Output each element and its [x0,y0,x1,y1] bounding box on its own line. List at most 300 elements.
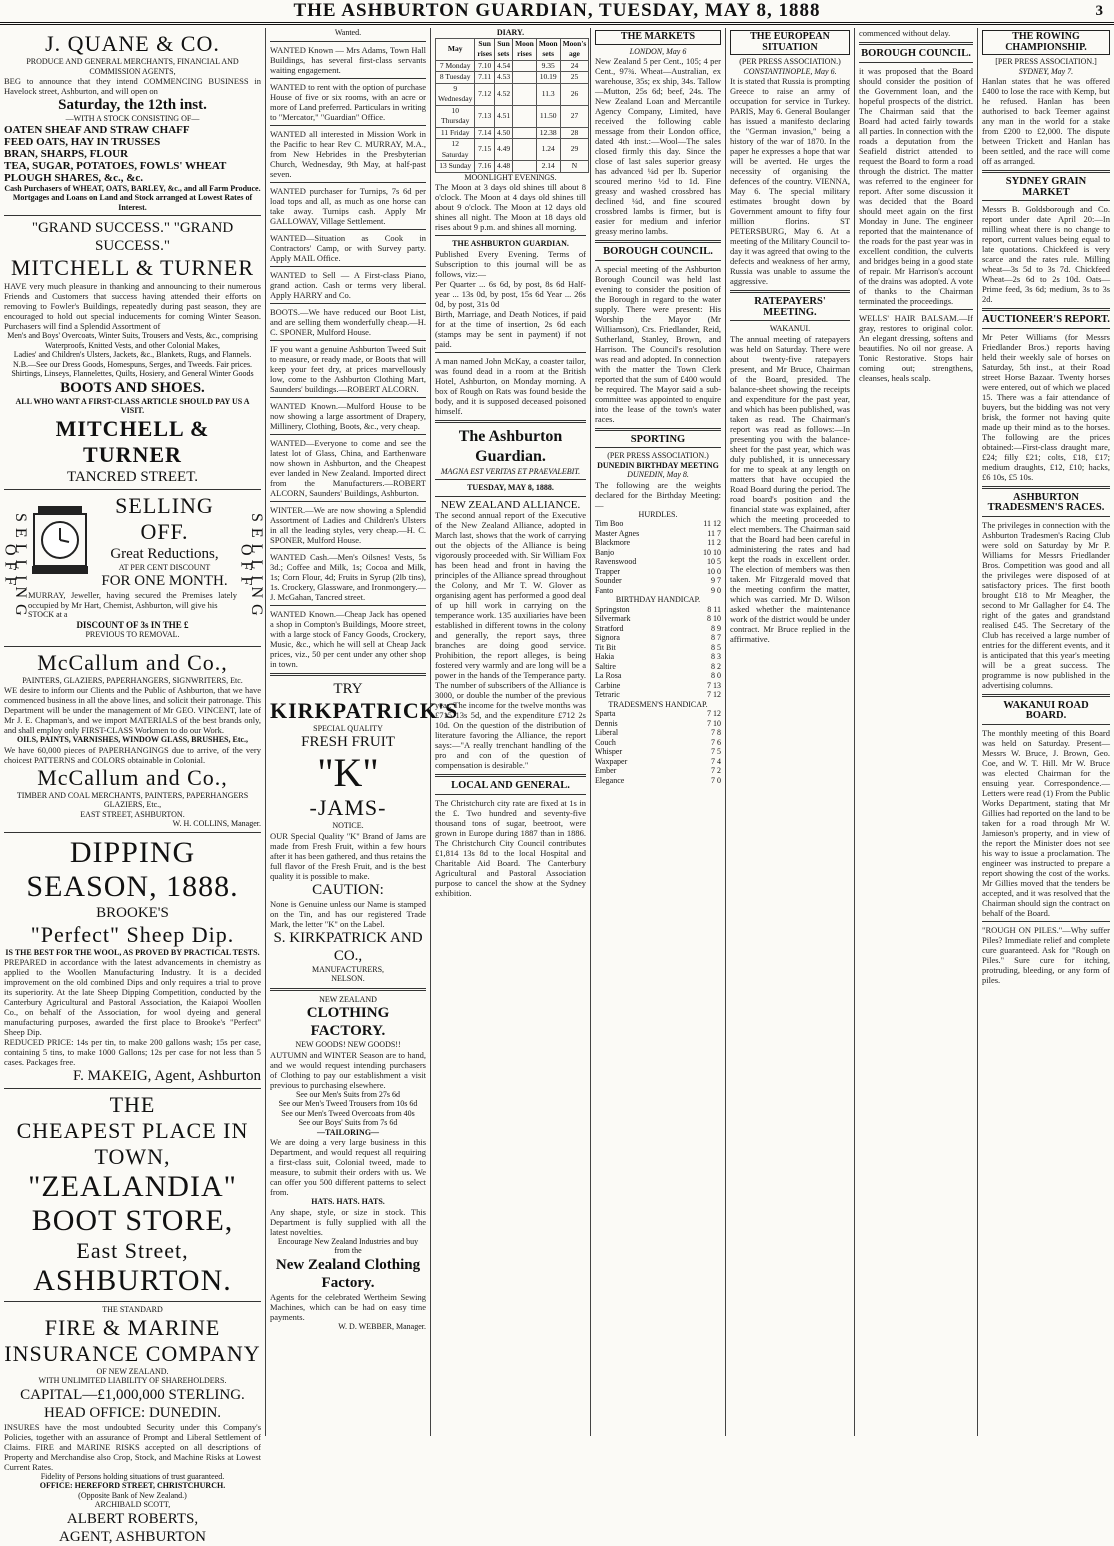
diary-cell [513,105,537,127]
divider [435,420,586,423]
new-goods: NEW GOODS! NEW GOODS!! [295,1040,401,1049]
quane-stock-item: BRAN, SHARPS, FLOUR [4,147,129,160]
wanted-ad: WANTED—Everyone to come and see the latest lot of Glass, China, and Earthenware now shown in Ashburton, and the Cheapest ever landed in New Zealand. Imported direct from the Manufacturers.—ROBERT ALCORN, Saunders' Buildings, Ashburton. [270,437,426,498]
grand-success-banner: "GRAND SUCCESS." "GRAND SUCCESS." [31,220,234,254]
hats-body: Any shape, style, or size in stock. This Department is fully supplied with all the latest novelties. [270,1206,426,1237]
european-sub: (PER PRESS ASSOCIATION.) [739,57,841,66]
council-body: A special meeting of the Ashburton Borough Council was held last evening to consider the position of the Borough in regard to the water supply. There were present: His Worship the Mayor (Mr Williamson), Crs. Friedlander, Reid, Sutherland, Stanley, Brown, and Harrison. The Council's resolution was read and adopted. In connection with the matter the Town Clerk reported that the sum of £400 would be required. The Mayor said a sub-committee was appointed to enquire into the lease of the town's water races. [595,263,721,424]
caution-body: None is Genuine unless our Name is stamped on the Tin, and has our registered Trade Mark, the letter "K" on the Label. [270,898,426,929]
divider [982,308,1110,311]
divider [4,1088,261,1089]
opposite-bank: (Opposite Bank of New Zealand.) [78,1490,187,1500]
diary-cell: 4.52 [494,83,512,105]
divider [270,397,426,398]
cheapest-place: CHEAPEST PLACE IN TOWN, [16,1118,249,1169]
divider [730,290,850,293]
horse-weight: 7 10 [707,718,721,728]
guardian-motto: MAGNA EST VERITAS ET PRAEVALEBIT. [440,466,581,476]
issue-date: TUESDAY, MAY 8, 1888. [467,483,554,492]
fresh-fruit: FRESH FRUIT [301,734,395,750]
diary-cell: 2.14 [536,161,560,173]
council2-header: BOROUGH COUNCIL. [859,49,973,63]
horse-weight: 7 0 [711,775,721,785]
wanted-ad: WINTER.—We are now showing a Splendid Assortment of Ladies and Children's Ulsters in all the leading styles, very cheap.—H. C. SPONER, Mulford House. [270,504,426,545]
divider [859,42,973,45]
horse-weight: 8 0 [711,671,721,680]
markets-body: New Zealand 5 per Cent., 105; 4 per Cent., 97¾. Wheat—Australian, ex warehouse, 35s; ex ship, 34s. Tallow—Mutton, 25s 6d; beef, 24s. The New Zealand Loan and Mercantile Agency Company, Limited, have received the following cable message from their London office, dated 4th inst.:—Wool—The sales closed firmly this day. Since the close of last sales superior greasy has advanced ¼d per lb. Superior scoured merino ½d to 1d. Fine greasy and washed crossbred has declined ¼d, and fine scoured crossbred lambs is firmer, but is easier for medium and inferior greasy merino lambs. [595,56,721,236]
markets-dateline: LONDON, May 6 [629,46,687,56]
previous-removal: PREVIOUS TO REMOVAL. [85,630,180,639]
diary-cell: N [560,161,589,173]
diary-cell: 12 Saturday [436,139,475,161]
diary-cell: 4.53 [494,72,512,84]
nz-clothing-factory: New Zealand Clothing Factory. [275,1256,421,1291]
hair-balsam-ad: WELLS' HAIR BALSAM.—If gray, restores to original color. An elegant dressing, softens and beautifies. No oil nor grease. A Tonic Restorative. Stops hair coming out; strengthens, cleanses, heals scalp. [859,312,973,383]
diary-cell [513,161,537,173]
ratepayers-header: RATEPAYERS' MEETING. [730,297,850,321]
mccallum-manager: W. H. COLLINS, Manager. [172,819,261,828]
dip-agent: F. MAKEIG, Agent, Ashburton [73,1068,261,1084]
horse-name: Tit Bit [595,642,616,652]
diary-cell: 9.35 [536,60,560,72]
weight-row [595,519,721,529]
sporting-header: SPORTING [595,435,721,449]
quane-stock-item: PLOUGH SHARES, &c., &c. [4,171,144,184]
head-office: HEAD OFFICE: DUNEDIN. [43,1404,222,1421]
horse-name: Ember [595,766,617,775]
hurdles-weights [595,519,721,595]
tailoring-body: We are doing a very large business in this Department, and would request all requiring a first-class suit, Colonial tweed, made to measure, to submit their orders with us. We can offer you 500 different patterns to select from. [270,1137,426,1197]
diary-cell: 10 Thursday [436,105,475,127]
quane-name: J. QUANE & CO. [45,31,220,56]
wakanui-body: The monthly meeting of this Board was held on Saturday. Present—Messrs W. Bruce, J. Brown, Geo. Coe, and W. T. Hill. Mr W. Bruce was elected Chairman for the ensuing year. Correspondence.—Letters were read (1) From the Public Works Department, stating that Mr Gillies had reported on the land to be taken for a road through Mr W. Jamieson's property, and in view of the report the Minister does not see his way to issue a proclamation. The engineer was instructed to prepare a report showing the cost of the works. Mr Gillies moved that the tenders be accepted, and it was resolved that the Chairman should sign the contract on behalf of the Board. [982,727,1110,918]
horse-weight: 11 12 [703,519,721,528]
diary-row [436,127,589,139]
selling-off-title: SELLING OFF. [115,492,214,544]
horse-weight: 11 7 [707,528,721,538]
diary-col-header: Sun sets [494,38,512,60]
kirkpatrick-name: KIRKPATRICK'S [270,697,459,723]
council-header: BOROUGH COUNCIL. [595,247,721,261]
auctioneer-body: Mr Peter Williams (for Messrs Friedlander Bros.) reports having held their weekly sale of horses on Saturday, 5th inst., at their Road street Horse Bazaar. Twenty horses were entered, out of which we placed 15. There was a fair attendance of buyers, but the bidding was not very brisk, the former not having quite made up their mind as to the horses. The following are the prices obtained:—First-class draught mare, £24; filly £21; colts, £18, £17; medium draughts, £12, £10; hacks, £6 10s, £5 10s. [982,331,1110,482]
wakanui-header: WAKANUI ROAD BOARD. [982,701,1110,725]
discount-3s: DISCOUNT OF 3s IN THE £ [76,619,189,630]
diary-cell [513,72,537,84]
clothing-line: See our Men's Suits from 27s 6d [295,1089,401,1099]
weight-row [595,624,721,634]
horse-name: Blackmore [595,538,631,547]
divider [982,921,1110,922]
divider [270,673,426,676]
notices-body: Birth, Marriage, and Death Notices, if paid for at the time of insertion, 2s 6d each (stamps may be sent in payment) if not paid. [435,308,586,349]
zealandia-boot-store: "ZEALANDIA" BOOT STORE, [28,1170,237,1237]
horse-name: Ravenswood [595,557,637,566]
wanted-ad: WANTED Known.—Mulford House to be now showing a large assortment of Drapery, Millinery, Clothing, Boots, &c., very cheap. [270,400,426,431]
dunedin-header: DUNEDIN BIRTHDAY MEETING [597,460,719,470]
mccallum-address: EAST STREET, ASHBURTON. [80,809,185,819]
mccallum-oils: OILS, PAINTS, VARNISHES, WINDOW GLASS, BRUSHES, Etc., [16,735,249,744]
horse-name: Tetraric [595,690,620,699]
clothing-line: See our Men's Tweed Trousers from 10s 6d [278,1099,418,1108]
divider [270,501,426,502]
horse-weight: 8 2 [711,661,721,671]
horse-name: Elegance [595,775,625,785]
weight-row [595,709,721,719]
clothing-factory-ad [270,995,426,1332]
diary-cell: 24 [560,60,589,72]
of-new-zealand: OF NEW ZEALAND. [96,1366,169,1376]
diary-col-header: May [436,38,475,60]
diary-cell: 26 [560,83,589,105]
horse-name: Whisper [595,747,623,756]
horse-weight: 7 13 [707,680,721,690]
dipping-season: DIPPING SEASON, 1888. [26,835,239,903]
tancred-street: TANCRED STREET. [66,468,198,485]
diary-row [436,72,589,84]
weight-row [595,557,721,567]
fidelity: Fidelity of Persons holding situations of trust guaranteed. [40,1471,225,1481]
tradesmen-header: TRADESMEN'S HANDICAP. [608,699,708,709]
try-label: TRY [333,680,363,697]
divider [270,434,426,435]
weight-row [595,633,721,643]
nelson: NELSON. [331,974,365,983]
mccallum-sub: PAINTERS, GLAZIERS, PAPERHANGERS, SIGNWRITERS, Etc. [22,675,243,685]
weight-row [595,766,721,776]
zealandia-boot-store-ad [4,1092,261,1298]
horse-weight: 10 5 [707,557,721,566]
standard-fire-insurance-ad [4,1305,261,1546]
horse-weight: 8 5 [711,642,721,652]
brookes: BROOKE'S [96,904,169,921]
diary-cell: 29 [560,139,589,161]
murray-jeweller-ad [1,492,265,643]
quane-ad [4,31,261,212]
stock-at: STOCK at a [28,610,68,619]
weight-row [595,671,721,681]
diary-cell: 11.50 [536,105,560,127]
horse-weight: 7 12 [707,709,721,718]
diary-cell: 11 Friday [436,127,475,139]
terms-title: THE ASHBURTON GUARDIAN. [452,239,569,248]
agent-ashburton: AGENT, ASHBURTON [59,1528,206,1545]
divider [435,774,586,777]
unlimited-liability: WITH UNLIMITED LIABILITY OF SHAREHOLDERS. [38,1376,227,1385]
the-standard: THE STANDARD [102,1305,163,1314]
diary-body [436,60,589,172]
divider [270,605,426,606]
clothing-line: See our Men's Tweed Overcoats from 40s [281,1108,415,1118]
horse-weight: 7 2 [711,766,721,775]
quane-sub: PRODUCE AND GENERAL MERCHANTS, FINANCIAL AND COMMISSION AGENTS, [26,57,239,76]
divider [982,486,1110,489]
fire-marine-title: FIRE & MARINE INSURANCE COMPANY [4,1314,261,1366]
diary-cell: 8 Tuesday [436,72,475,84]
intro-paragraph: A man named John McKay, a coaster tailor, was found dead in a room at the British Hotel, Ashburton, on Monday morning. A box of Rough on Rats was found beside the body, and it is supposed deceased poisoned himself. [435,355,586,416]
horse-name: Saltire [595,661,616,671]
boots-shoes: BOOTS AND SHOES. [60,379,205,396]
weight-row [595,614,721,624]
weight-row [595,643,721,653]
horse-weight: 9 7 [711,576,721,585]
rowing-header: THE ROWING CHAMPIONSHIP. [982,30,1110,55]
weight-row [595,738,721,748]
divider [270,548,426,549]
wanted-header: Wanted. [334,28,362,37]
mitchell-line: Shirtings, Linseys, Flannelettes, Quilts, Hosiery, and General Winter Goods [11,369,254,378]
special-quality: SPECIAL QUALITY [313,723,383,733]
diary-cell: 27 [560,105,589,127]
tailoring: —TAILORING— [316,1127,380,1137]
perfect-sheep-dip: "Perfect" Sheep Dip. [30,921,235,947]
horse-name: Carbine [595,680,621,690]
weight-row [595,529,721,539]
horse-name: Waxpaper [595,756,628,766]
horse-weight: 8 7 [711,633,721,642]
divider [270,125,426,126]
divider [982,694,1110,697]
wanted-ad: WANTED purchaser for Turnips, 7s 6d per load tops and all, as much as one horse can take away. Turnips cash. Apply Mr GALLOWAY, Village Settlement. [270,185,426,226]
alliance-article: The second annual report of the Executive of the New Zealand Alliance, adopted in March last, shows that the work of carrying out the objects of the Alliance is being vigorously proceeded with. Sir William Fox has been head and front in having the principles of the Alliance spread throughout the Colony, and Mr T. W. Glover as organising agent has performed a good deal of up hill work in carrying on the temperance work. 135 auxiliaries have been established in different towns in the colony and generally, the report says, three branches are doing good service. Prohibition, the report alleges, is being fostered very warmly and are long will be a power in the hands of the Temperance party. The number of subscribers of the Alliance is 3000, or double the number of the previous year. The income for the twelve months was £715 13s 5d, and the expenditure £712 2s 10d. On the question of the distribution of literature favoring the Alliance, the report says:—"A really trenchant handling of the pro and con of the question of compensation is desirable." [435,510,586,770]
divider [270,340,426,341]
mccallum-name: McCallum and Co., [37,649,228,675]
diary-cell: 7.14 [475,127,495,139]
one-month: FOR ONE MONTH. [101,573,228,589]
murray-body: MURRAY, Jeweller, having secured the Premises lately occupied by Mr Hart, Chemist, Ashburton, will give his [28,590,237,610]
horse-name: La Rosa [595,671,622,680]
quane-with: —WITH A STOCK CONSISTING OF— [65,114,200,123]
markets-header: THE MARKETS [595,30,721,45]
horse-name: Springston [595,604,630,614]
selling-off-side-right: SELLING OFF [237,513,265,622]
column-4-markets [591,28,726,1436]
mitchell-turner-ad [4,219,261,486]
sporting-sub: (PER PRESS ASSOCIATION.) [607,451,709,460]
horse-name: Couch [595,737,616,747]
clothing-line: See our Boys' Suits from 7s 6d [298,1118,398,1127]
horse-weight: 8 9 [711,623,721,633]
column-6-continued [855,28,978,1436]
quane-stock-list [4,124,261,184]
divider [435,479,586,480]
divider [270,266,426,267]
horse-weight: 9 0 [711,585,721,595]
mitchell-line: N.B.—See our Dress Goods, Homespuns, Serges, and Tweeds. Fair prices. [12,359,253,369]
divider [859,309,973,310]
jams: -JAMS- [309,795,387,820]
mitchell-lines [4,331,261,379]
wanted-ad: WANTED—Situation as Cook in Contractors' Camp, or with Survey party. Apply MAIL Office. [270,232,426,263]
horse-weight: 10 10 [703,547,721,557]
weight-row [595,690,721,700]
divider [270,182,426,183]
weight-row [595,576,721,586]
mccallum-body: WE desire to inform our Clients and the Public of Ashburton, that we have commenced business in all the above lines, and solicit their patronage. This Department will be under the management of Mr GEO. VINCENT, late of Mr J. E. Chapman's, and we import MATERIALS of the best brands only, and shall employ only FIRST-CLASS Workmen to do our Work. [4,685,261,735]
nz-label: NEW ZEALAND [319,994,377,1004]
diary-cell: 10.19 [536,72,560,84]
mccallum-stock: We have 60,000 pieces of PAPERHANGINGS due to arrive, of the very choicest PATTERNS and COLORS obtainable in Colonial. [4,744,261,765]
diary-cell [513,127,537,139]
weight-row [595,757,721,767]
horse-name: Liberal [595,728,619,737]
horse-name: Signora [595,633,620,642]
insurance-body: INSURES have the most undoubted Security under this Company's Policies, together with an assurance of Prompt and Liberal Settlement of Claims. FIRE and MARINE RISKS accepted on all descriptions of Property and Merchandise also Crop, Stock, and Machine Risks at Lowest Current Rates. [4,1421,261,1472]
tradesmen-weights [595,709,721,785]
east-street: East Street, [76,1238,189,1263]
diary-col-header: Moon rises [513,38,537,60]
guardian-title: The Ashburton Guardian. [458,427,563,465]
quane-stock-item: TEA, SUGAR, POTATOES, FOWLS' WHEAT [4,159,227,172]
diary-cell: 7.11 [475,72,495,84]
great-reductions: Great Reductions, [110,545,219,562]
divider [595,428,721,431]
diary-cell: 1.24 [536,139,560,161]
quane-day: Saturday, the 12th inst. [58,97,207,113]
diary-cell: 4.50 [494,127,512,139]
divider [4,1301,261,1302]
birthday-header: BIRTHDAY HANDICAP. [615,595,701,604]
notice: NOTICE. [332,821,364,830]
horse-weight: 7 4 [711,756,721,766]
weight-row [595,548,721,558]
divider [595,240,721,243]
the-line: THE [109,1092,156,1117]
diary-cell [513,139,537,161]
european-continued: commenced without delay. [859,28,951,38]
dip-best: IS THE BEST FOR THE WOOL, AS PROVED BY PRACTICAL TESTS. [5,947,260,957]
mccallum-sub-2: TIMBER AND COAL MERCHANTS, PAINTERS, PAPERHANGERS GLAZIERS, Etc., [16,790,249,809]
divider [4,646,261,647]
mccallum-name-2: McCallum and Co., [37,764,228,790]
ratepayers-continued: it was proposed that the Board should consider the position of the Government loan, and the hopeful prospects of the district. The Chairman said that the Board had acted fairly towards all parties. In connection with the roads a deputation from the Seafield district attended to request the Board to form a road through the district. The matter was referred to the engineer for report. After some discussion it was decided that the Board should meet again on the first Monday in June. The engineer reported that the maintenance of the roads for the past year was in excellent condition, the culverts and bridges being in a good state of repair. Mr Harrison's account of the drains was adopted. A vote of thanks to the Chairman terminated the proceedings. [859,65,973,306]
diary-cell [513,60,537,72]
diary-cell: 12.38 [536,127,560,139]
mccallum-painters-ad [4,650,261,829]
capital: CAPITAL—£1,000,000 STERLING. [20,1386,245,1403]
ratepayers-body: The annual meeting of ratepayers was held on Saturday. There were about twenty-five ratepayers present, and Mr Bruce, Chairman of the Board, presided. The balance-sheet showing the receipts and expenditure for the past year, and which has been published, was taken as read. The Chairman's report was read as follows:—In presenting you with the balance-sheet for the past year, which was duly published, it is unnecessary for me to speak at any length on matters that have occupied the Road Board during the period. The road board's position and the financial state was explained, after which the meeting proceeded to elect members. The Chairman said that the Board had been careful in administering the rates and had kept the roads in excellent order. The election of members was then taken. Mr Fitzgerald moved that the meeting confirm the matter, which was carried. Mr D. Wilson asked whether the maintenance work of the district would be under contract. Mr Bruce replied in the affirmative. [730,333,850,644]
birthday-weights [595,605,721,700]
diary-cell: 4.54 [494,60,512,72]
horse-name: Banjo [595,547,615,557]
horse-name: Trapper [595,566,621,576]
horse-name: Master Agnes [595,528,640,538]
diary-header-row [436,38,589,60]
diary-cell: 9 Wednesday [436,83,475,105]
weight-row [595,681,721,691]
ratepayers-sub: WAKANUI. [769,324,811,333]
weight-row [595,567,721,577]
diary-row [436,83,589,105]
horse-weight: 7 5 [711,747,721,756]
discount-line: AT PER CENT DISCOUNT [118,562,211,572]
diary-cell: 7.12 [475,83,495,105]
mitchell-visit: ALL WHO WANT A FIRST-CLASS ARTICLE SHOULD PAY US A VISIT. [15,396,250,415]
manufacturers: MANUFACTURERS, [311,964,385,974]
divider [270,229,426,230]
kirk-body: OUR Special Quality "K" Brand of Jams are made from Fresh Fruit, within a few hours after it has been gathered, and thus retains the full flavor of the Fresh Fruit, and is the best quality it is possible to make. [270,830,426,881]
divider [4,489,261,490]
mitchell-turner-name-2: MITCHELL & TURNER [55,415,210,467]
masthead [0,0,1114,25]
tradesmen-races-header: ASHBURTON TRADESMEN'S RACES. [982,493,1110,517]
diary-row [436,161,589,173]
mitchell-body: HAVE very much pleasure in thanking and announcing to their numerous Friends and Customers that success having attended their efforts on removing to Fowler's Buildings, repeatedly during past season, they are encouraged to hold out special inducements for coming Winter Season. Purchasers will find a Splendid Assortment of [4,281,261,331]
rowing-date: SYDNEY, May 7. [1018,66,1074,76]
divider [270,78,426,79]
horse-weight: 7 6 [711,737,721,747]
moonlight-body: The Moon at 3 days old shines till about 8 o'clock. The Moon at 4 days old shines till about 9 o'clock. The Moon at 12 days old shines all night. The Moon at 18 days old rises about 9 p.m. and shines all morning. [435,182,586,232]
auctioneer-header: AUCTIONEER'S REPORT. [982,315,1110,329]
divider [982,170,1110,173]
diary-cell: 13 Sunday [436,161,475,173]
weights-intro: The following are the weights declared for the Birthday Meeting:— [595,479,721,510]
diary-row [436,60,589,72]
clothing-manager: W. D. WEBBER, Manager. [338,1321,426,1331]
horse-name: Tim Boo [595,519,624,528]
horse-name: Sparta [595,709,616,718]
clothing-agents: Agents for the celebrated Wertheim Sewing Machines, which can be had on easy time payments. [270,1291,426,1322]
wanted-ad: WANTED to rent with the option of purchase House of five or six rooms, with an acre or more of Land preferred. Particulars in writing to "Mercator," "Guardian" Office. [270,81,426,122]
horse-name: Silvermark [595,614,631,623]
divider [4,832,261,833]
horse-weight: 8 3 [711,652,721,661]
weight-row [595,652,721,662]
weight-row [595,776,721,786]
european-date: CONSTANTINOPLE, May 6. [743,66,837,76]
weight-row [595,586,721,596]
kirk-company: S. KIRKPATRICK AND CO., [273,929,423,964]
column-7-news [978,28,1114,1436]
diary-cell: 7.16 [475,161,495,173]
wanted-ad: BOOTS.—We have reduced our Boot List, and are selling them wonderfully cheap.—H. C. SPONER, Mulford House. [270,306,426,337]
horse-name: Sounder [595,576,622,585]
european-header: THE EUROPEAN SITUATION [730,30,850,55]
horse-weight: 8 10 [707,614,721,623]
horse-name: Dennis [595,718,618,728]
clothing-body: AUTUMN and WINTER Season are to hand, and we would request intending purchasers of Clothing to pay our establishment a visit previous to purchasing elsewhere. [270,1049,426,1090]
diary-title: DIARY. [496,28,525,37]
k-brand: "K" [317,750,379,795]
diary-cell: 25 [560,72,589,84]
moonlight-header: MOONLIGHT EVENINGS. [464,172,557,182]
divider [435,496,586,497]
diary-cell: 28 [560,127,589,139]
column-5-european [726,28,855,1436]
weight-row [595,728,721,738]
weight-row [595,747,721,757]
alliance-headline: NEW ZEALAND ALLIANCE. [440,498,581,511]
tradesmen-races-body: The privileges in connection with the Ashburton Tradesmen's Racing Club were sold on Saturday by Mr P. Williams for Messrs Friedlander Bros. Competition was good and all the privileges were disposed of at satisfactory prices. The first booth brought £18 to Mr Meagher, the second to Mr Gallagher for £4. The right of the gates and grandstand realised £45. The Secretary of the Club has received a large number of entries for the different events, and it is anticipated that this year's meeting will be a great success. The programme is now published in the advertising columns. [982,519,1110,690]
divider [270,303,426,304]
diary-cell: 7 Monday [436,60,475,72]
mitchell-line: Waterproofs, Knitted Vests, and other Colonial Makes, [45,340,220,350]
weight-row [595,538,721,548]
diary-cell [513,83,537,105]
mitchell-line: Ladies' and Children's Ulsters, Jackets, &c., Blankets, Rugs, and Flannels. [13,350,252,359]
wanted-ad: WANTED Known — Mrs Adams, Town Hall Buildings, has several first-class servants waiting engagement. [270,44,426,75]
diary-cell: 4.51 [494,105,512,127]
rough-on-piles-ad: "ROUGH ON PILES."—Why suffer Piles? Immediate relief and complete cure guaranteed. Ask for "Rough on Piles." Sure cure for itching, protruding, bleeding, or any form of piles. [982,924,1110,985]
column-3-editorial [431,28,591,1436]
kirkpatrick-ad [270,680,459,984]
grain-header: SYDNEY GRAIN MARKET [982,177,1110,201]
page-number: 3 [1095,3,1104,19]
dip-body: PREPARED in accordance with the latest advancements in chemistry as applied to the Woollen Manufacturing Industry. It is a decided improvement on the old combined Dips and only requires a trial to prove its superiority. At the late Sheep Dipping Competition, conducted by the Canterbury Agricultural and Pastoral Association, the Kaiapoi Woollen Co., on behalf of the Association, for wool dyeing and general manufacturing purposes, awarded the first place to Brooke's "Perfect" Sheep Dip. [4,957,261,1037]
diary-cell: 7.10 [475,60,495,72]
horse-weight: 7 12 [707,690,721,699]
diary-cell: 4.48 [494,161,512,173]
diary-col-header: Moon's age [560,38,589,60]
